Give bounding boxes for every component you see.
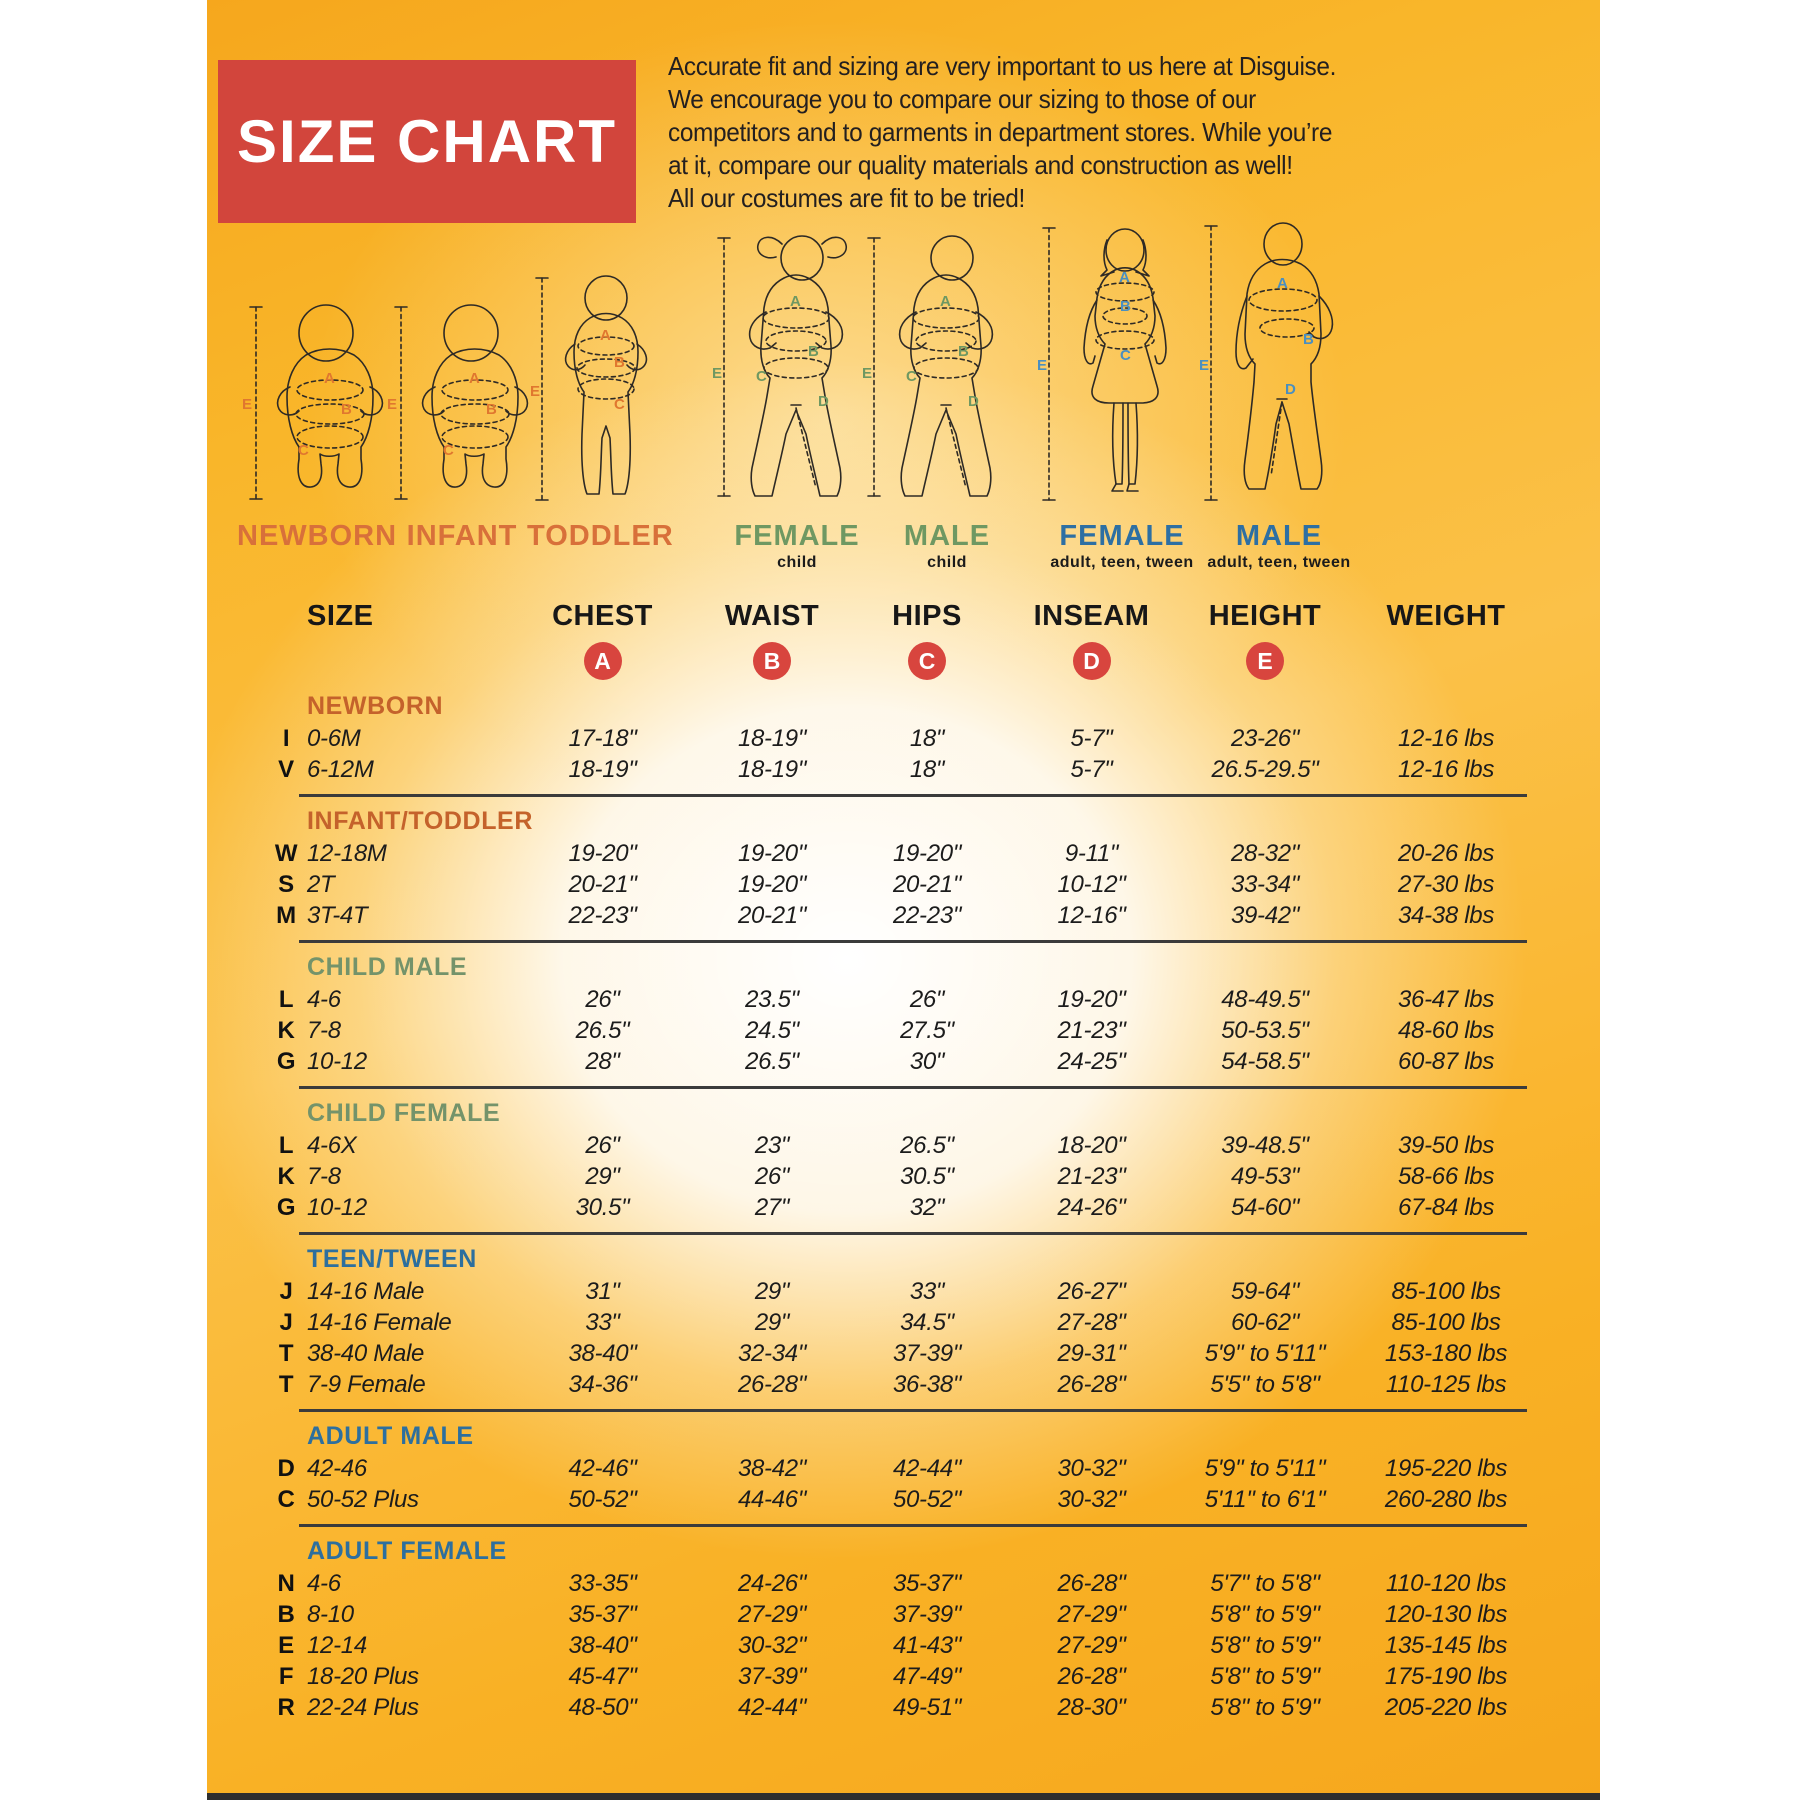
column-header-height: HEIGHT: [1208, 599, 1322, 632]
cell-hips: 34.5": [900, 1308, 954, 1336]
figure-male-child: [862, 228, 1032, 572]
cell-inseam: 5-7": [1070, 755, 1113, 783]
measure-letter-e: E: [242, 396, 253, 413]
figure-female-adult: [1037, 218, 1210, 572]
section-heading: NEWBORN: [307, 692, 444, 720]
cell-letter: K: [277, 1162, 295, 1190]
cell-chest: 26": [585, 1131, 620, 1159]
cell-waist: 18-19": [737, 755, 807, 783]
cell-letter: G: [276, 1047, 296, 1075]
cell-chest: 33": [585, 1308, 620, 1336]
cell-height: 26.5-29.5": [1211, 755, 1319, 783]
measure-letter-c: C: [614, 396, 626, 413]
cell-letter: C: [277, 1485, 295, 1513]
cell-waist: 26-28": [737, 1370, 807, 1398]
cell-chest: 34-36": [568, 1370, 637, 1398]
cell-inseam: 18-20": [1057, 1131, 1126, 1159]
cell-inseam: 12-16": [1057, 901, 1126, 929]
cell-size: 38-40 Male: [307, 1339, 425, 1367]
cell-letter: T: [278, 1339, 294, 1367]
figure-label: INFANT: [406, 520, 518, 552]
table-row: [267, 1338, 1539, 1369]
cell-letter: D: [277, 1454, 295, 1482]
intro-line: competitors and to garments in department stores. While you’re: [668, 117, 1333, 147]
measure-letter-d: D: [818, 393, 829, 410]
cell-size: 7-9 Female: [307, 1370, 426, 1398]
figure-sublabel: adult, teen, tween: [1050, 554, 1194, 571]
cell-hips: 47-49": [892, 1662, 962, 1690]
cell-height: 5'9" to 5'11": [1204, 1339, 1326, 1367]
cell-letter: N: [277, 1569, 295, 1597]
table-row: [267, 754, 1539, 785]
cell-hips: 37-39": [892, 1600, 962, 1628]
cell-waist: 29": [754, 1308, 790, 1336]
cell-waist: 27-29": [737, 1600, 807, 1628]
cell-height: 54-58.5": [1221, 1047, 1309, 1075]
cell-letter: I: [282, 724, 290, 752]
measure-letter-a: A: [1119, 269, 1130, 286]
measure-letter-c: C: [906, 368, 917, 385]
cell-chest: 33-35": [568, 1569, 637, 1597]
table-row: [267, 1015, 1539, 1046]
cell-letter: R: [277, 1693, 295, 1721]
column-header-size: SIZE: [307, 599, 374, 632]
cell-size: 4-6: [307, 985, 341, 1013]
table-row: [267, 1046, 1539, 1077]
cell-waist: 37-39": [737, 1662, 807, 1690]
measure-letter-c: C: [298, 442, 309, 459]
cell-letter: W: [274, 839, 298, 867]
measure-letter-d: D: [1285, 381, 1296, 398]
infant-figure-illustration: [387, 293, 537, 508]
section-heading: TEEN/TWEEN: [307, 1245, 477, 1273]
cell-weight: 153-180 lbs: [1384, 1339, 1508, 1367]
cell-inseam: 29-31": [1057, 1339, 1126, 1367]
cell-height: 5'11" to 6'1": [1204, 1485, 1326, 1513]
cell-height: 28-32": [1230, 839, 1300, 867]
cell-waist: 30-32": [737, 1631, 807, 1659]
cell-hips: 26.5": [900, 1131, 954, 1159]
figure-male-adult: [1199, 218, 1359, 572]
cell-waist: 32-34": [737, 1339, 807, 1367]
letter-circle-c: C: [908, 642, 946, 680]
table-row: [267, 984, 1539, 1015]
measure-letter-e: E: [712, 365, 723, 382]
cell-waist: 42-44": [737, 1693, 807, 1721]
cell-letter: J: [279, 1308, 293, 1336]
cell-inseam: 28-30": [1057, 1693, 1126, 1721]
measure-letter-a: A: [600, 327, 612, 344]
measure-letter-a: A: [469, 370, 480, 387]
intro-paragraph: [668, 50, 1448, 215]
cell-inseam: 21-23": [1057, 1162, 1126, 1190]
measure-letter-e: E: [862, 365, 873, 382]
cell-height: 5'5" to 5'8": [1210, 1370, 1320, 1398]
table-row: [267, 869, 1539, 900]
cell-hips: 26": [909, 985, 945, 1013]
cell-height: 60-62": [1230, 1308, 1300, 1336]
cell-waist: 23": [754, 1131, 790, 1159]
cell-chest: 28": [585, 1047, 620, 1075]
section-divider: [299, 1232, 1527, 1235]
cell-height: 5'8" to 5'9": [1210, 1600, 1320, 1628]
cell-chest: 19-20": [568, 839, 637, 867]
cell-height: 39-42": [1230, 901, 1300, 929]
toddler-figure-illustration: [530, 268, 670, 508]
section-divider: [299, 1086, 1527, 1089]
size-section-adult-female: [267, 1537, 1539, 1723]
cell-chest: 38-40": [568, 1631, 637, 1659]
cell-inseam: 26-28": [1057, 1370, 1126, 1398]
cell-hips: 27.5": [900, 1016, 954, 1044]
section-heading: INFANT/TODDLER: [307, 807, 533, 835]
cell-weight: 48-60 lbs: [1397, 1016, 1495, 1044]
measure-letter-a: A: [940, 293, 951, 310]
cell-weight: 135-145 lbs: [1384, 1631, 1508, 1659]
cell-letter: S: [278, 870, 294, 898]
cell-size: 10-12: [307, 1047, 367, 1075]
cell-weight: 85-100 lbs: [1391, 1277, 1501, 1305]
cell-weight: 195-220 lbs: [1384, 1454, 1508, 1482]
figure-label: FEMALE: [734, 520, 860, 552]
cell-size: 6-12M: [307, 755, 374, 783]
section-divider: [299, 940, 1527, 943]
cell-chest: 38-40": [568, 1339, 637, 1367]
measure-letter-e: E: [387, 396, 398, 413]
cell-waist: 24.5": [745, 1016, 799, 1044]
column-header-inseam: INSEAM: [1033, 599, 1150, 632]
cell-weight: 27-30 lbs: [1397, 870, 1495, 898]
column-header-waist: WAIST: [724, 599, 820, 632]
cell-weight: 205-220 lbs: [1384, 1693, 1508, 1721]
section-heading: CHILD MALE: [307, 953, 468, 981]
cell-inseam: 27-28": [1057, 1308, 1126, 1336]
intro-line: Accurate fit and sizing are very important to us here at Disguise.: [668, 51, 1336, 81]
measure-letter-b: B: [808, 343, 819, 360]
cell-weight: 36-47 lbs: [1397, 985, 1495, 1013]
cell-hips: 22-23": [892, 901, 962, 929]
cell-hips: 36-38": [892, 1370, 962, 1398]
cell-waist: 27": [754, 1193, 790, 1221]
cell-size: 0-6M: [307, 724, 361, 752]
cell-size: 2T: [307, 870, 335, 898]
cell-weight: 20-26 lbs: [1397, 839, 1495, 867]
cell-letter: T: [278, 1370, 294, 1398]
cell-inseam: 27-29": [1057, 1600, 1126, 1628]
cell-weight: 39-50 lbs: [1397, 1131, 1495, 1159]
measure-letter-b: B: [486, 401, 497, 418]
cell-letter: K: [277, 1016, 295, 1044]
cell-size: 18-20 Plus: [307, 1662, 419, 1690]
figure-newborn: [237, 293, 397, 553]
measure-letter-c: C: [756, 368, 767, 385]
cell-inseam: 10-12": [1057, 870, 1126, 898]
measure-letter-e: E: [1199, 357, 1210, 374]
figure-infant: [387, 293, 537, 553]
cell-weight: 110-120 lbs: [1385, 1569, 1507, 1597]
cell-chest: 18-19": [568, 755, 637, 783]
cell-inseam: 24-25": [1057, 1047, 1126, 1075]
cell-inseam: 26-28": [1057, 1662, 1126, 1690]
cell-weight: 67-84 lbs: [1397, 1193, 1495, 1221]
cell-height: 59-64": [1230, 1277, 1300, 1305]
cell-weight: 58-66 lbs: [1397, 1162, 1495, 1190]
cell-weight: 175-190 lbs: [1384, 1662, 1508, 1690]
cell-hips: 32": [909, 1193, 945, 1221]
cell-size: 7-8: [307, 1016, 341, 1044]
cell-height: 5'8" to 5'9": [1210, 1631, 1320, 1659]
male-child-figure-illustration: [862, 228, 1032, 508]
figure-label: FEMALE: [1059, 520, 1185, 552]
section-heading: ADULT FEMALE: [307, 1537, 507, 1565]
intro-line: We encourage you to compare our sizing to those of our: [668, 84, 1256, 114]
cell-hips: 30.5": [900, 1162, 954, 1190]
size-section-newborn: [267, 692, 1539, 785]
cell-chest: 35-37": [568, 1600, 637, 1628]
cell-letter: M: [276, 901, 296, 929]
letter-circle-e: E: [1246, 642, 1284, 680]
measure-letter-b: B: [341, 401, 352, 418]
table-row: [267, 1599, 1539, 1630]
cell-letter: L: [278, 1131, 294, 1159]
table-sections: [267, 692, 1539, 1723]
cell-inseam: 19-20": [1057, 985, 1126, 1013]
cell-size: 12-18M: [307, 839, 387, 867]
measure-letter-c: C: [1120, 347, 1131, 364]
measure-letter-a: A: [1277, 275, 1288, 292]
cell-chest: 26": [585, 985, 620, 1013]
cell-waist: 19-20": [737, 839, 807, 867]
cell-hips: 18": [909, 755, 945, 783]
cell-hips: 33": [909, 1277, 945, 1305]
cell-size: 12-14: [307, 1631, 367, 1659]
cell-letter: V: [278, 755, 294, 783]
size-section-child-female: [267, 1099, 1539, 1223]
letter-circle-b: B: [753, 642, 791, 680]
cell-inseam: 21-23": [1057, 1016, 1126, 1044]
cell-letter: B: [277, 1600, 295, 1628]
measure-letter-d: D: [968, 393, 979, 410]
cell-hips: 19-20": [892, 839, 962, 867]
cell-chest: 42-46": [568, 1454, 637, 1482]
cell-height: 54-60": [1230, 1193, 1300, 1221]
table-row: [267, 1630, 1539, 1661]
figure-label: MALE: [1235, 520, 1323, 552]
cell-size: 42-46: [307, 1454, 367, 1482]
table-row: [267, 900, 1539, 931]
table-row: [267, 1276, 1539, 1307]
cell-height: 39-48.5": [1221, 1131, 1309, 1159]
cell-height: 5'9" to 5'11": [1204, 1454, 1326, 1482]
cell-waist: 38-42": [737, 1454, 807, 1482]
size-section-infant-toddler: [267, 807, 1539, 931]
column-header-chest: CHEST: [552, 599, 653, 632]
table-row: [267, 1192, 1539, 1223]
cell-weight: 12-16 lbs: [1397, 724, 1495, 752]
figure-label: MALE: [903, 520, 991, 552]
table-row: [267, 1130, 1539, 1161]
cell-size: 14-16 Male: [307, 1277, 425, 1305]
measure-letter-b: B: [1120, 298, 1131, 315]
cell-hips: 50-52": [892, 1485, 962, 1513]
cell-size: 10-12: [307, 1193, 367, 1221]
measure-letter-a: A: [790, 293, 801, 310]
table-row: [267, 723, 1539, 754]
letter-circle-a: A: [584, 642, 622, 680]
size-section-adult-male: [267, 1422, 1539, 1515]
cell-chest: 50-52": [568, 1485, 637, 1513]
figure-label: TODDLER: [527, 520, 674, 552]
cell-weight: 120-130 lbs: [1384, 1600, 1508, 1628]
size-chart-banner: [218, 60, 636, 223]
table-row: [267, 1161, 1539, 1192]
size-section-teen-tween: [267, 1245, 1539, 1400]
cell-letter: E: [278, 1631, 294, 1659]
cell-waist: 29": [754, 1277, 790, 1305]
figure-toddler: [527, 268, 674, 553]
cell-size: 22-24 Plus: [307, 1693, 419, 1721]
letter-circle-d: D: [1073, 642, 1111, 680]
cell-height: 23-26": [1230, 724, 1300, 752]
measure-letter-a: A: [324, 370, 335, 387]
cell-inseam: 26-27": [1057, 1277, 1126, 1305]
figure-sublabel: child: [777, 554, 817, 571]
cell-hips: 49-51": [892, 1693, 962, 1721]
cell-height: 5'7" to 5'8": [1210, 1569, 1320, 1597]
cell-weight: 60-87 lbs: [1397, 1047, 1495, 1075]
cell-inseam: 30-32": [1057, 1454, 1126, 1482]
section-heading: ADULT MALE: [307, 1422, 474, 1450]
cell-height: 5'8" to 5'9": [1210, 1693, 1320, 1721]
cell-size: 50-52 Plus: [307, 1485, 419, 1513]
cell-waist: 24-26": [737, 1569, 807, 1597]
cell-size: 3T-4T: [307, 901, 368, 929]
cell-hips: 41-43": [892, 1631, 962, 1659]
cell-height: 48-49.5": [1221, 985, 1309, 1013]
cell-hips: 18": [909, 724, 945, 752]
cell-height: 33-34": [1230, 870, 1300, 898]
cell-chest: 22-23": [568, 901, 637, 929]
cell-hips: 37-39": [892, 1339, 962, 1367]
cell-height: 5'8" to 5'9": [1210, 1662, 1320, 1690]
cell-chest: 20-21": [568, 870, 637, 898]
cell-waist: 20-21": [737, 901, 807, 929]
size-table: [267, 598, 1539, 1723]
table-row: [267, 838, 1539, 869]
cell-weight: 110-125 lbs: [1385, 1370, 1507, 1398]
cell-waist: 19-20": [737, 870, 807, 898]
table-header-row: [267, 598, 1539, 634]
bottom-bar: [207, 1793, 1600, 1800]
figure-sublabel: adult, teen, tween: [1207, 554, 1351, 571]
cell-inseam: 9-11": [1064, 839, 1119, 867]
cell-size: 8-10: [307, 1600, 354, 1628]
cell-hips: 20-21": [892, 870, 962, 898]
figure-label: NEWBORN: [237, 520, 398, 552]
section-divider: [299, 1524, 1527, 1527]
section-heading: CHILD FEMALE: [307, 1099, 501, 1127]
table-row: [267, 1369, 1539, 1400]
cell-chest: 31": [585, 1277, 620, 1305]
cell-letter: J: [279, 1277, 293, 1305]
table-row: [267, 1484, 1539, 1515]
section-divider: [299, 794, 1527, 797]
column-header-hips: HIPS: [892, 599, 962, 632]
page-title: SIZE CHART: [237, 108, 617, 175]
cell-height: 50-53.5": [1221, 1016, 1309, 1044]
measure-letter-e: E: [1037, 357, 1048, 374]
cell-chest: 29": [585, 1162, 620, 1190]
table-row: [267, 1692, 1539, 1723]
cell-waist: 26.5": [745, 1047, 799, 1075]
cell-size: 4-6: [307, 1569, 341, 1597]
cell-size: 14-16 Female: [307, 1308, 452, 1336]
section-divider: [299, 1409, 1527, 1412]
cell-letter: L: [278, 985, 294, 1013]
cell-weight: 34-38 lbs: [1397, 901, 1495, 929]
male-adult-figure-illustration: [1199, 218, 1359, 508]
cell-hips: 42-44": [892, 1454, 962, 1482]
measure-letter-b: B: [958, 343, 969, 360]
table-row: [267, 1661, 1539, 1692]
measure-letter-circles-row: [267, 640, 1539, 682]
female-child-figure-illustration: [712, 228, 882, 508]
cell-inseam: 5-7": [1070, 724, 1113, 752]
female-adult-figure-illustration: [1037, 218, 1210, 508]
newborn-figure-illustration: [242, 293, 392, 508]
cell-chest: 48-50": [568, 1693, 637, 1721]
cell-chest: 45-47": [568, 1662, 637, 1690]
cell-inseam: 24-26": [1057, 1193, 1126, 1221]
measure-letter-c: C: [443, 442, 454, 459]
cell-weight: 85-100 lbs: [1391, 1308, 1501, 1336]
cell-letter: F: [278, 1662, 294, 1690]
cell-waist: 23.5": [745, 985, 799, 1013]
cell-weight: 12-16 lbs: [1397, 755, 1495, 783]
measure-letter-b: B: [1303, 331, 1314, 348]
size-chart-poster: [207, 0, 1600, 1800]
cell-letter: G: [276, 1193, 296, 1221]
cell-waist: 44-46": [737, 1485, 807, 1513]
figure-sublabel: child: [927, 554, 967, 571]
figure-female-child: [712, 228, 882, 572]
cell-waist: 26": [754, 1162, 790, 1190]
cell-inseam: 26-28": [1057, 1569, 1126, 1597]
table-row: [267, 1568, 1539, 1599]
cell-hips: 30": [909, 1047, 945, 1075]
intro-line: at it, compare our quality materials and construction as well!: [668, 150, 1293, 180]
measure-letter-e: E: [530, 383, 541, 400]
cell-inseam: 30-32": [1057, 1485, 1126, 1513]
measure-letter-b: B: [614, 354, 626, 371]
cell-chest: 17-18": [568, 724, 637, 752]
cell-inseam: 27-29": [1057, 1631, 1126, 1659]
column-header-weight: WEIGHT: [1386, 599, 1506, 632]
cell-chest: 30.5": [575, 1193, 630, 1221]
table-row: [267, 1307, 1539, 1338]
intro-line: All our costumes are fit to be tried!: [668, 183, 1025, 213]
cell-hips: 35-37": [892, 1569, 962, 1597]
cell-height: 49-53": [1230, 1162, 1300, 1190]
cell-size: 7-8: [307, 1162, 341, 1190]
cell-size: 4-6X: [307, 1131, 357, 1159]
cell-waist: 18-19": [737, 724, 807, 752]
table-row: [267, 1453, 1539, 1484]
cell-chest: 26.5": [575, 1016, 630, 1044]
size-section-child-male: [267, 953, 1539, 1077]
cell-weight: 260-280 lbs: [1384, 1485, 1508, 1513]
